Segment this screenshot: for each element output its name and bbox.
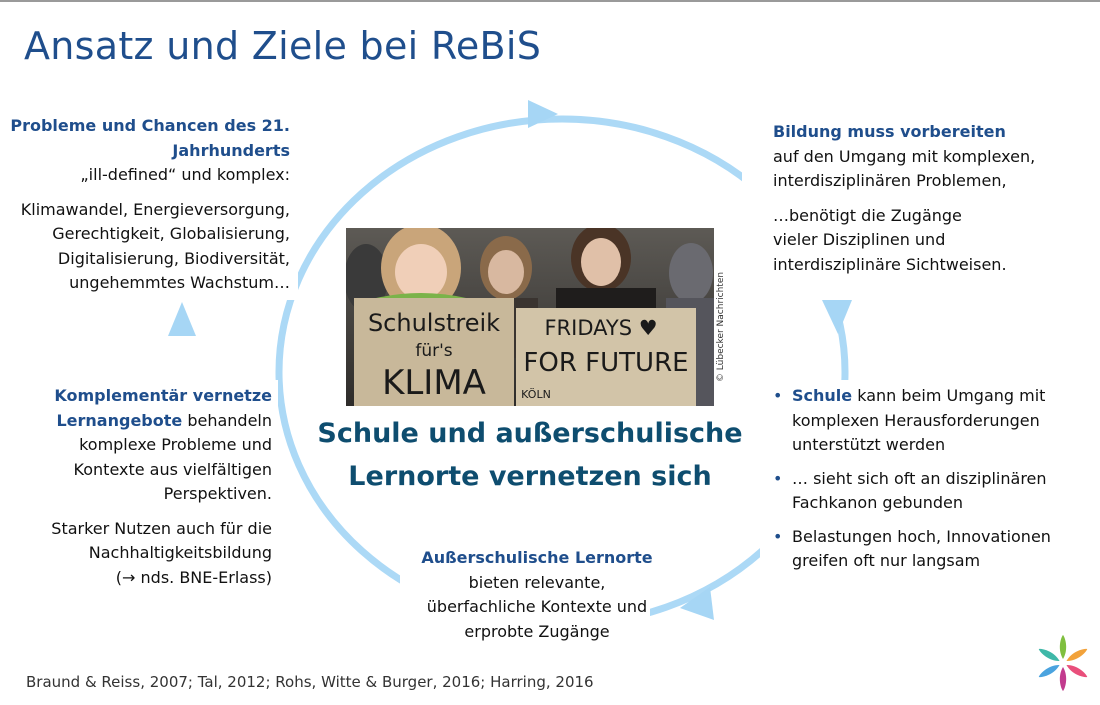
arrow-top-icon [528, 100, 558, 128]
sign-left-text: Schulstreik [367, 309, 501, 337]
external-places-line: bieten relevante, [468, 572, 606, 592]
education-line: auf den Umgang mit komplexen, [773, 146, 1036, 166]
external-places-line: überfachliche Kontexte und [426, 597, 648, 616]
benefit-line: (→ nds. BNE-Erlass) [115, 567, 272, 587]
central-statement-line: Lernorte vernetzen sich [348, 461, 712, 492]
complementary-line: komplexe Probleme und [79, 435, 272, 454]
problems-line: Gerechtigkeit, Globalisierung, [52, 224, 290, 243]
problems-heading-1: Probleme und Chancen des 21. [10, 116, 290, 135]
problems-heading-2: Jahrhunderts [172, 140, 290, 160]
education-heading: Bildung muss vorbereiten [773, 122, 1006, 141]
photo-credit [714, 252, 728, 402]
external-places-heading: Außerschulische Lernorte [421, 548, 653, 567]
complementary-block [20, 384, 272, 590]
problems-line: ungehemmtes Wachstum… [69, 273, 290, 292]
bullet-highlight: Schule [792, 386, 853, 405]
bullet-dot-icon: • [773, 386, 783, 405]
bullet-text: Belastungen hoch, Innovationen [792, 526, 1051, 546]
bullet-item [773, 384, 1083, 458]
central-statement [300, 412, 760, 498]
references: Braund & Reiss, 2007; Tal, 2012; Rohs, Witte & Burger, 2016; Harring, 2016 [26, 673, 594, 691]
central-statement-line: Schule und außerschulische [317, 418, 743, 449]
bullet-dot-icon: • [773, 526, 783, 546]
rebis-logo-icon [1032, 632, 1094, 694]
bullet-text: greifen oft nur langsam [792, 551, 981, 570]
complementary-heading-1: Komplementär vernetze [54, 386, 272, 405]
education-block [773, 120, 1073, 277]
protest-photo [346, 228, 714, 406]
bullet-item [773, 525, 1083, 574]
external-places-block [392, 546, 682, 644]
bullet-text: komplexen Herausforderungen [792, 410, 1040, 430]
education-line: vieler Disziplinen und [773, 230, 946, 249]
arrow-right-icon [822, 300, 852, 334]
school-bullets [773, 384, 1083, 583]
sign-right-text: FOR FUTURE [523, 348, 689, 378]
bullet-text: … sieht sich oft an disziplinären [792, 468, 1047, 488]
problems-subline: „ill-defined“ und komplex: [80, 165, 290, 184]
complementary-heading-2: Lernangebote [56, 410, 183, 430]
problems-line: Digitalisierung, Biodiversität, [57, 248, 290, 268]
benefit-line: Nachhaltigkeitsbildung [88, 543, 272, 562]
slide-title: Ansatz und Ziele bei ReBiS [24, 24, 542, 68]
sign-right-text: FRIDAYS ♥ [544, 316, 658, 340]
complementary-line: Perspektiven. [163, 484, 272, 503]
complementary-line: behandeln [182, 410, 272, 430]
benefit-line: Starker Nutzen auch für die [51, 518, 272, 538]
education-line: …benötigt die Zugänge [773, 205, 962, 225]
bullet-text: kann beim Umgang mit [852, 386, 1046, 405]
bullet-text: unterstützt werden [792, 435, 946, 454]
bullet-text: Fachkanon gebunden [792, 493, 963, 512]
problems-line: Klimawandel, Energieversorgung, [20, 199, 290, 219]
bullet-item [773, 467, 1083, 516]
education-line: interdisziplinären Problemen, [773, 171, 1007, 190]
education-line: interdisziplinäre Sichtweisen. [773, 254, 1007, 274]
photo-credit-text: © Lübecker Nachrichten [716, 271, 726, 383]
arrow-left-icon [168, 302, 196, 336]
problems-block [10, 114, 290, 296]
complementary-line: Kontexte aus vielfältigen [73, 459, 272, 479]
external-places-line: erprobte Zugänge [464, 621, 610, 641]
sign-right-text: KÖLN [521, 388, 551, 401]
sign-left-text: für's [415, 341, 453, 361]
bullet-dot-icon: • [773, 468, 783, 488]
sign-left-text: KLIMA [382, 363, 486, 403]
sign-right [516, 308, 696, 406]
sign-left [354, 298, 514, 406]
